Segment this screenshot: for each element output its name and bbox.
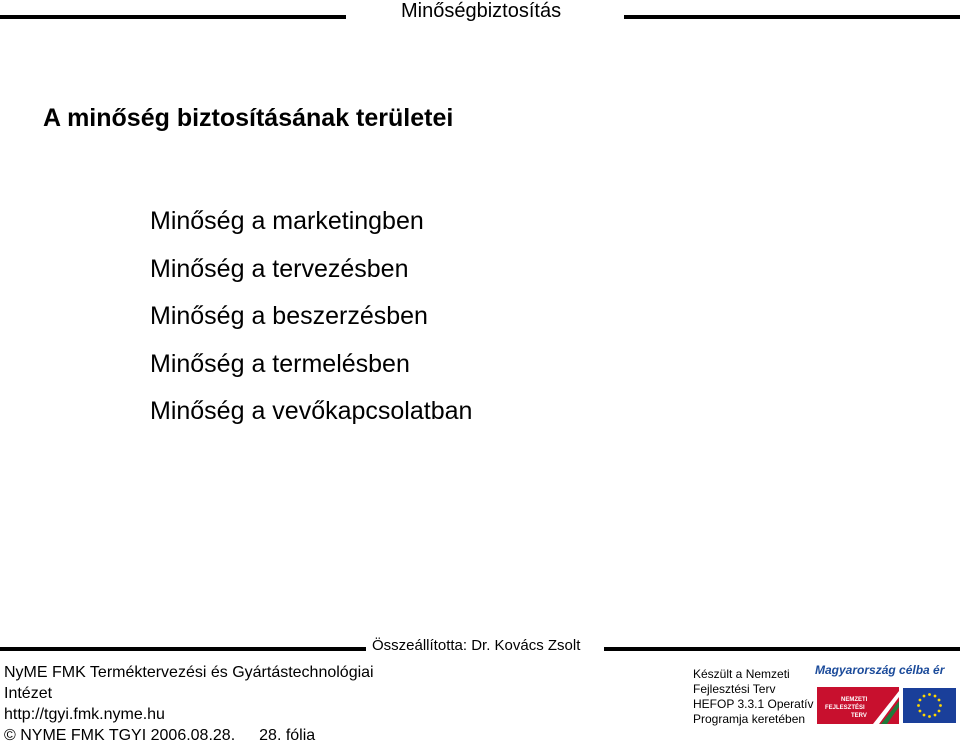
footer-rule-right <box>604 647 960 651</box>
program-line: Készült a Nemzeti <box>693 667 790 681</box>
header-rule-left <box>0 15 346 19</box>
copyright-text: © NYME FMK TGYI 2006.08.28. <box>4 727 236 744</box>
eu-star-icon <box>934 714 937 717</box>
slogan-logo: Magyarország célba ér <box>815 663 945 677</box>
bullet-item: Minőség a termelésben <box>150 349 410 378</box>
nft-logo-text: TERV <box>851 713 867 719</box>
eu-star-icon <box>917 704 920 707</box>
program-line: Fejlesztési Terv <box>693 682 776 696</box>
institute-name: NyME FMK Terméktervezési és Gyártástechnológiai <box>4 664 374 681</box>
bullet-item: Minőség a beszerzésben <box>150 302 428 330</box>
eu-star-icon <box>928 715 931 718</box>
nft-logo-graphic <box>817 687 899 724</box>
eu-star-icon <box>939 704 942 707</box>
program-note <box>693 667 814 727</box>
institute-url: http://tgyi.fmk.nyme.hu <box>4 706 165 723</box>
eu-star-icon <box>919 710 922 713</box>
eu-star-icon <box>934 695 937 698</box>
nft-logo-text: NEMZETI <box>841 697 868 703</box>
bullet-list <box>150 198 472 436</box>
bullet-item: Minőség a vevőkapcsolatban <box>150 397 473 425</box>
slide-number: 28. fólia <box>259 727 316 744</box>
bullet-item: Minőség a marketingben <box>150 207 424 235</box>
program-line: HEFOP 3.3.1 Operatív <box>693 697 814 711</box>
bullet-item: Minőség a tervezésben <box>150 254 409 283</box>
nft-logo <box>817 687 899 724</box>
eu-star-icon <box>923 714 926 717</box>
header-title: Minőségbiztosítás <box>401 0 562 22</box>
slide-title: A minőség biztosításának területei <box>43 104 454 132</box>
footer-institute-block <box>4 662 434 746</box>
eu-star-icon <box>919 699 922 702</box>
footer-rule-left <box>0 647 366 651</box>
eu-star-icon <box>923 695 926 698</box>
eu-star-icon <box>928 693 931 696</box>
author-credit: Összeállította: Dr. Kovács Zsolt <box>372 637 581 654</box>
program-line: Programja keretében <box>693 712 806 726</box>
header-rule-right <box>624 15 960 19</box>
eu-star-icon <box>938 710 941 713</box>
nft-logo-text: FEJLESZTÉSI <box>825 705 865 711</box>
eu-star-icon <box>938 699 941 702</box>
eu-stars <box>903 688 956 723</box>
eu-flag-icon <box>903 688 956 723</box>
footer-copyright-row <box>4 725 434 746</box>
institute-name-cont: Intézet <box>4 685 53 702</box>
